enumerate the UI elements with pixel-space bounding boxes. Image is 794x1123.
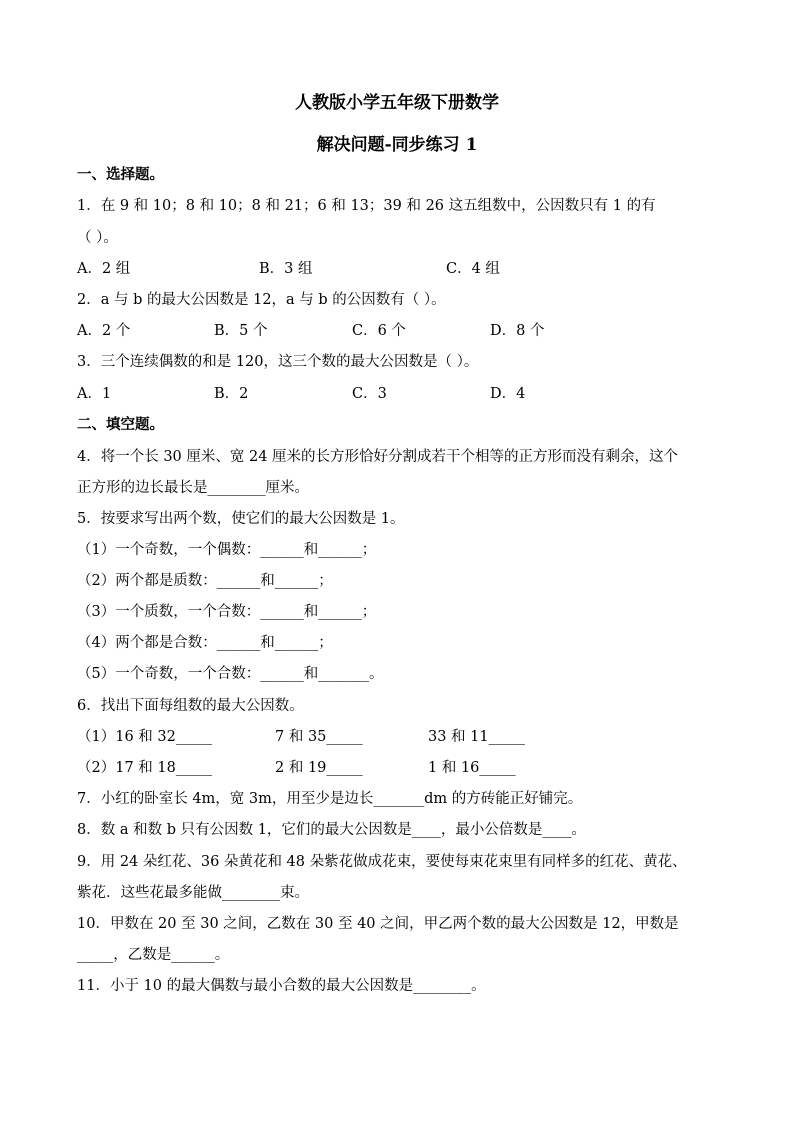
question-10-line1: 10．甲数在 20 至 30 之间，乙数在 30 至 40 之间，甲乙两个数的最大公因数是 12，甲数是 — [77, 916, 679, 932]
question-6-cell: 1 和 16_____ — [428, 760, 516, 776]
question-5-item: （5）一个奇数，一个合数：______和_______。 — [77, 666, 384, 682]
question-9-line1: 9．用 24 朵红花、36 朵黄花和 48 朵紫花做成花束，要使每束花束里有同样多的红花、黄花、 — [77, 854, 687, 870]
page-title: 人教版小学五年级下册数学 — [295, 93, 499, 113]
question-1-option-b: B．3 组 — [259, 261, 313, 277]
question-4-line1: 4．将一个长 30 厘米、宽 24 厘米的长方形恰好分割成若干个相等的正方形而没有剩余，这个 — [77, 449, 679, 465]
question-2-option-b: B．5 个 — [214, 323, 268, 339]
question-3-option-a: A．1 — [77, 386, 112, 402]
section-heading-fill: 二、填空题。 — [77, 416, 164, 433]
question-5-item: （3）一个质数，一个合数：______和______； — [77, 604, 377, 620]
question-4-line2: 正方形的边长最长是________厘米。 — [77, 480, 309, 496]
question-5-item: （4）两个都是合数：______和______； — [77, 635, 333, 651]
question-11: 11．小于 10 的最大偶数与最小合数的最大公因数是________。 — [77, 978, 486, 994]
question-1-option-a: A．2 组 — [77, 261, 131, 277]
question-2-option-d: D．8 个 — [490, 323, 545, 339]
question-2-option-c: C．6 个 — [352, 323, 406, 339]
question-5-item: （1）一个奇数，一个偶数：______和______； — [77, 542, 377, 558]
question-3-option-d: D．4 — [490, 386, 526, 402]
section-heading-choice: 一、选择题。 — [77, 166, 164, 183]
question-6: 6．找出下面每组数的最大公因数。 — [77, 698, 304, 714]
question-10-line2: _____，乙数是______。 — [77, 947, 230, 963]
question-7: 7．小红的卧室长 4m，宽 3m，用至少是边长_______dm 的方砖能正好铺完。 — [77, 791, 583, 807]
page-subtitle: 解决问题-同步练习 1 — [316, 135, 478, 155]
question-3: 3．三个连续偶数的和是 120，这三个数的最大公因数是（ ）。 — [77, 354, 479, 370]
question-9-line2: 紫花．这些花最多能做________束。 — [77, 885, 309, 901]
question-1-line2: （ ）。 — [77, 230, 118, 246]
question-5-item: （2）两个都是质数：______和______； — [77, 573, 333, 589]
question-2-option-a: A．2 个 — [77, 323, 131, 339]
question-3-option-b: B．2 — [214, 386, 249, 402]
question-6-cell: 33 和 11_____ — [428, 729, 525, 745]
question-1-option-c: C．4 组 — [446, 261, 500, 277]
question-6-cell: 7 和 35_____ — [275, 729, 363, 745]
question-2: 2．a 与 b 的最大公因数是 12，a 与 b 的公因数有（ ）。 — [77, 292, 446, 308]
question-5: 5．按要求写出两个数，使它们的最大公因数是 1。 — [77, 511, 405, 527]
question-1-line1: 1．在 9 和 10；8 和 10；8 和 21；6 和 13；39 和 26 这五组数中，公因数只有 1 的有 — [77, 198, 656, 214]
question-6-cell: （2）17 和 18_____ — [77, 760, 213, 776]
question-6-cell: （1）16 和 32_____ — [77, 729, 213, 745]
question-6-cell: 2 和 19_____ — [275, 760, 363, 776]
question-8: 8．数 a 和数 b 只有公因数 1，它们的最大公因数是____，最小公倍数是____。 — [77, 822, 586, 838]
question-3-option-c: C．3 — [352, 386, 387, 402]
